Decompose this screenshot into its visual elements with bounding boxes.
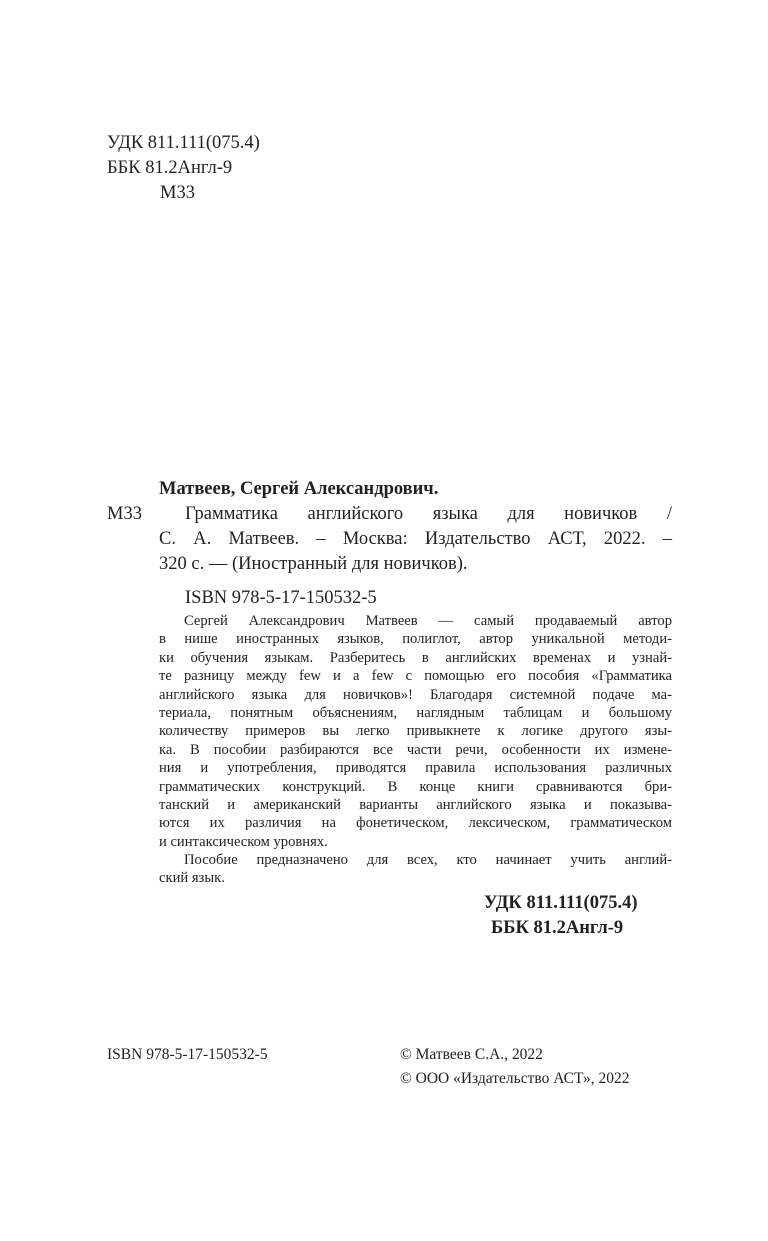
copyright-publisher: © ООО «Издательство АСТ», 2022 [400, 1070, 630, 1087]
annotation-line: количеству примеров вы легко привыкнете к логике другого язы- [159, 723, 672, 740]
annotation-line: ка. В пособии разбираются все части речи, особенности их измене- [159, 741, 672, 758]
annotation-line: ки обучения языкам. Разберитесь в английских временах и узнай- [159, 649, 672, 666]
copyright-author: © Матвеев С.А., 2022 [400, 1046, 543, 1063]
annotation-line: териала, понятным объяснениям, наглядным таблицам и большому [159, 704, 672, 721]
citation-line: Грамматика английского языка для новичков / [185, 504, 672, 524]
annotation-line: в нише иностранных языков, полиглот, автор уникальной методи- [159, 631, 672, 648]
annotation-line: ния и употребления, приводятся правила использования различных [159, 760, 672, 777]
annotation-line: грамматических конструкций. В конце книги сравниваются бри- [159, 778, 672, 795]
citation-line: С. А. Матвеев. – Москва: Издательство АСТ, 2022. – [159, 529, 672, 549]
annotation-line: танский и американский варианты английского языка и показыва- [159, 796, 672, 813]
author-mark: М33 [160, 183, 195, 203]
citation-author-mark: М33 [107, 504, 142, 524]
annotation-line: ский язык. [159, 870, 225, 887]
annotation-line: ются их различия на фонетическом, лексическом, грамматическом [159, 815, 672, 832]
author-name: Матвеев, Сергей Александрович. [159, 479, 439, 499]
bbk-code: ББК 81.2Англ-9 [107, 158, 233, 178]
udk-code: УДК 811.111(075.4) [107, 133, 260, 153]
annotation-line: Сергей Александрович Матвеев — самый продаваемый автор [184, 613, 672, 629]
annotation-line: те разницу между few и a few с помощью его пособия «Грамматика [159, 668, 672, 685]
annotation-line: английского языка для новичков»! Благодаря системной подаче ма- [159, 686, 672, 703]
classification-bbk: ББК 81.2Англ-9 [491, 918, 624, 938]
citation-isbn: ISBN 978-5-17-150532-5 [185, 588, 377, 608]
citation-line: 320 с. — (Иностранный для новичков). [159, 554, 468, 574]
classification-udk: УДК 811.111(075.4) [484, 893, 638, 913]
annotation-line: и синтаксическом уровнях. [159, 833, 328, 850]
annotation [159, 612, 672, 888]
annotation-line: Пособие предназначено для всех, кто начинает учить англий- [184, 852, 672, 869]
footer-isbn: ISBN 978-5-17-150532-5 [107, 1046, 268, 1063]
